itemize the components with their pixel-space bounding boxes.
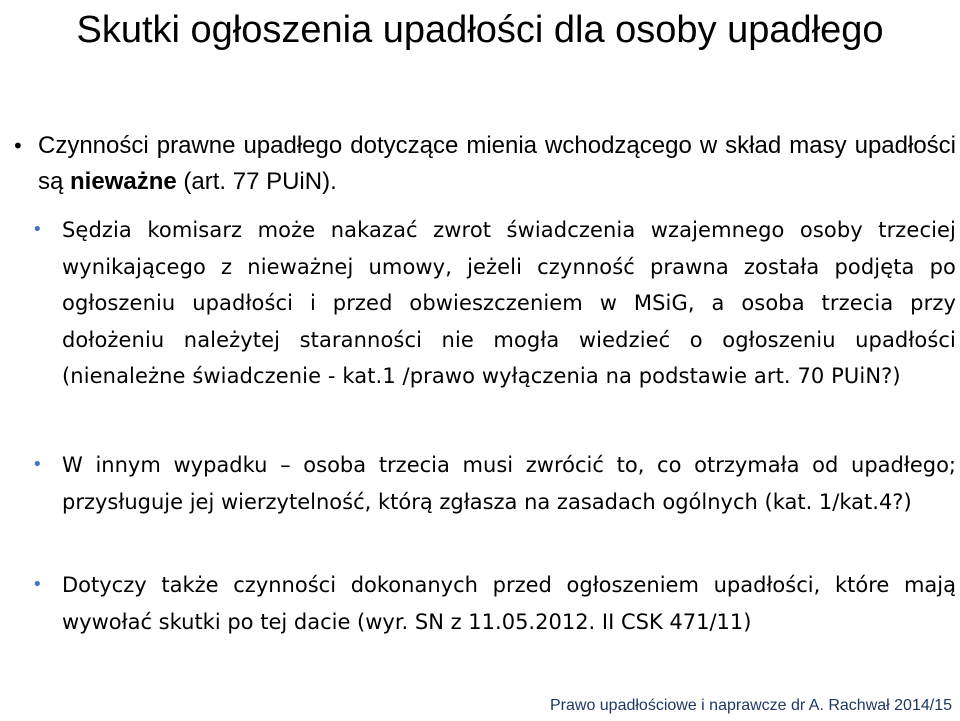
slide-title: Skutki ogłoszenia upadłości dla osoby upadłego	[76, 9, 884, 51]
bullet-text-part: (art. 77 PUiN).	[176, 168, 337, 195]
bullet-marker: •	[32, 574, 43, 595]
bullet-text	[38, 128, 956, 200]
slide-footer: Prawo upadłościowe i naprawcze dr A. Rachwał 2014/15	[549, 697, 952, 714]
bullet-marker: •	[12, 134, 24, 158]
bullet-marker: •	[32, 219, 43, 240]
bullet-text: Dotyczy także czynności dokonanych przed ogłoszeniem upadłości, które mają wywołać skutki po tej dacie (wyr. SN z 11.05.2012. II CSK 471/11)	[62, 573, 956, 634]
bullet-marker: •	[32, 454, 43, 475]
bullet-text-part: Czynności prawne upadłego dotyczące mienia wchodzącego w skład masy upadłości są	[38, 132, 956, 195]
bullet-text-bold: nieważne	[70, 168, 177, 195]
bullet-text: Sędzia komisarz może nakazać zwrot świadczenia wzajemnego osoby trzeciej wynikającego z nieważnej umowy, jeżeli czynność prawna została podjęta po ogłoszeniu upadłości i przed obwieszczeniem w MSiG, a osoba trzecia przy dołożeniu należytej staranności nie mogła wiedzieć o ogłoszeniu upadłości (nienależne świadczenie - kat.1 /prawo wyłączenia na podstawie art. 70 PUiN?)	[62, 218, 956, 389]
bullet-text: W innym wypadku – osoba trzecia musi zwrócić to, co otrzymała od upadłego; przysługuje jej wierzytelność, którą zgłasza na zasadach ogólnych (kat. 1/kat.4?)	[62, 453, 956, 514]
